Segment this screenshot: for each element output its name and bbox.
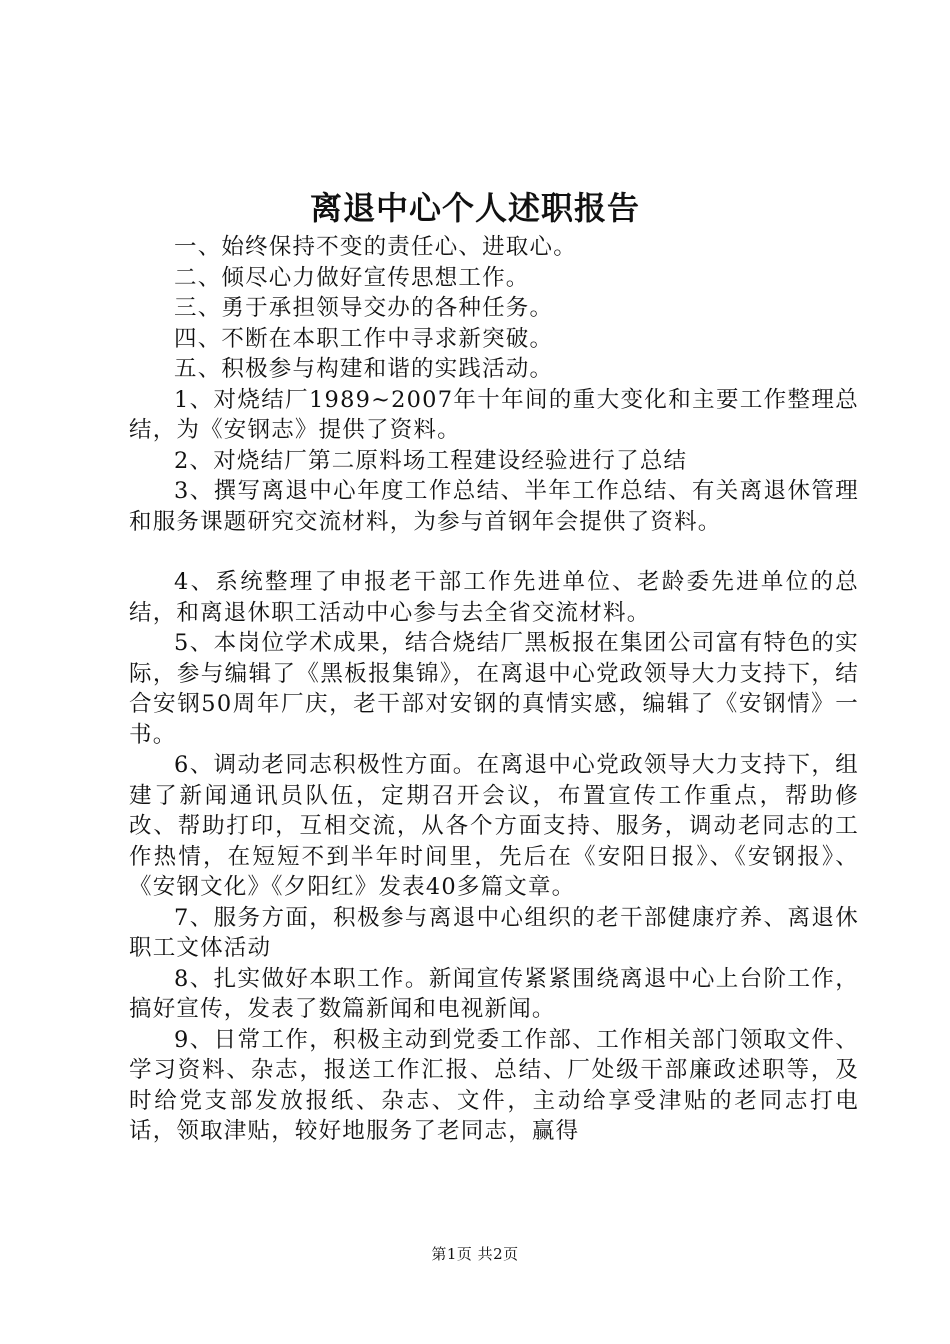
paragraph: 二、倾尽心力做好宣传思想工作。 — [174, 264, 530, 291]
paragraph: 6、调动老同志积极性方面。在离退中心党政领导大力支持下，组建了新闻通讯员队伍，定期召开会议，布置宣传工作重点，帮助修改、帮助打印，互相交流，从各个方面支持、服务，调动老同志的工作热情，在短短不到半年时间里，先后在《安阳日报》、《安钢报》、《安钢文化》《夕阳红》发表40多篇文章。 — [129, 752, 859, 900]
paragraph: 1、对烧结厂1989~2007年十年间的重大变化和主要工作整理总结，为《安钢志》提供了资料。 — [129, 386, 859, 443]
document-body — [129, 232, 859, 1147]
paragraph: 5、本岗位学术成果，结合烧结厂黑板报在集团公司富有特色的实际，参与编辑了《黑板报集锦》，在离退中心党政领导大力支持下，结合安钢50周年厂庆，老干部对安钢的真情实感，编辑了《安钢情》一书。 — [129, 630, 859, 748]
document-title: 离退中心个人述职报告 — [309, 189, 640, 227]
paragraph: 一、始终保持不变的责任心、进取心。 — [174, 234, 577, 260]
paragraph: 8、扎实做好本职工作。新闻宣传紧紧围绕离退中心上台阶工作，搞好宣传，发表了数篇新闻和电视新闻。 — [129, 965, 859, 1022]
page-number-footer: 第1页 共2页 — [431, 1245, 519, 1263]
paragraph: 9、日常工作，积极主动到党委工作部、工作相关部门领取文件、学习资料、杂志，报送工作汇报、总结、厂处级干部廉政述职等，及时给党支部发放报纸、杂志、文件，主动给享受津贴的老同志打电话，领取津贴，较好地服务了老同志，赢得 — [129, 1026, 859, 1144]
paragraph: 三、勇于承担领导交办的各种任务。 — [174, 295, 554, 321]
paragraph: 4、系统整理了申报老干部工作先进单位、老龄委先进单位的总结，和离退休职工活动中心参与去全省交流材料。 — [129, 569, 859, 626]
paragraph: 五、积极参与构建和谐的实践活动。 — [174, 356, 554, 382]
paragraph: 7、服务方面，积极参与离退中心组织的老干部健康疗养、离退休职工文体活动 — [129, 904, 859, 961]
paragraph: 四、不断在本职工作中寻求新突破。 — [174, 325, 554, 352]
paragraph: 2、对烧结厂第二原料场工程建设经验进行了总结 — [174, 447, 688, 474]
paragraph: 3、撰写离退中心年度工作总结、半年工作总结、有关离退休管理和服务课题研究交流材料，为参与首钢年会提供了资料。 — [129, 478, 859, 535]
